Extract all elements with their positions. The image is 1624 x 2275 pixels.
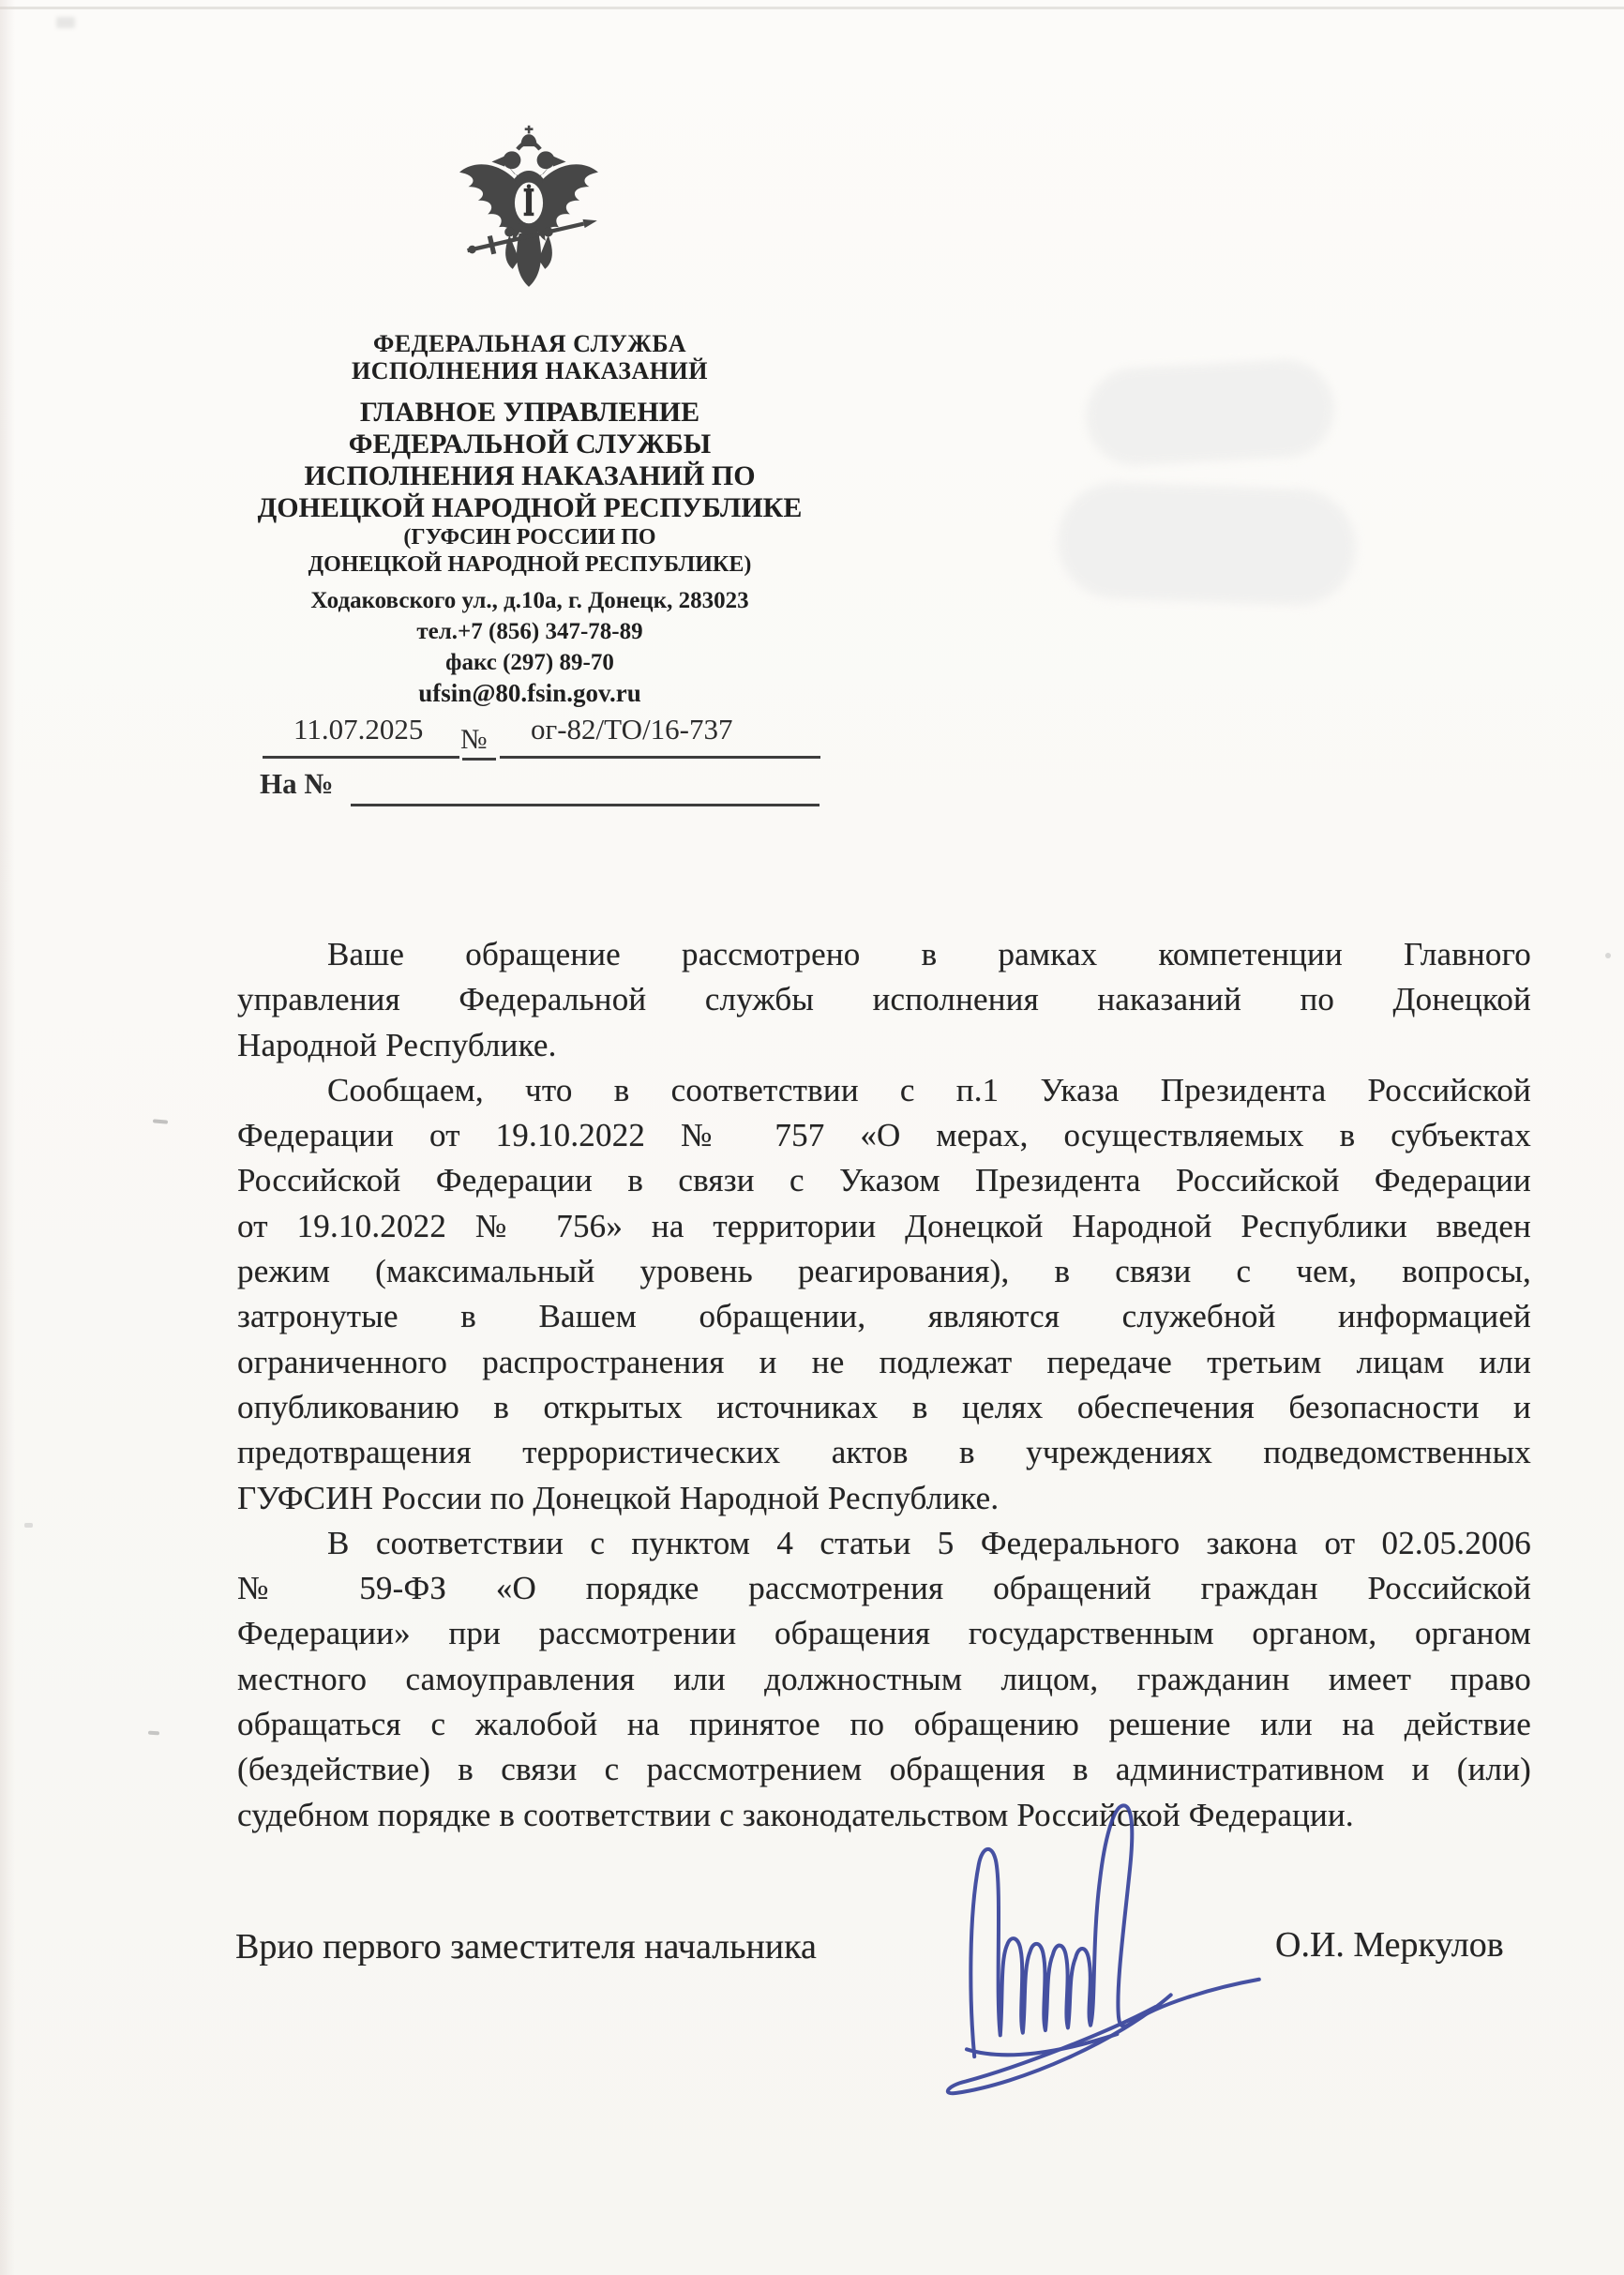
outgoing-number: ог-82/ТО/16-737 <box>531 713 733 746</box>
body-line: Сообщаем, что в соответствии с п.1 Указа Президента Российской <box>327 1071 1531 1108</box>
date-underline <box>263 756 459 759</box>
agency-name-line: ИСПОЛНЕНИЯ НАКАЗАНИЙ <box>352 357 708 384</box>
body-line: предотвращения террористических актов в учреждениях подведомственных <box>237 1434 1531 1471</box>
reply-to-label: На № <box>260 767 334 800</box>
number-sign-underline <box>462 758 496 761</box>
letter-date: 11.07.2025 <box>293 713 424 746</box>
body-line: опубликованию в открытых источниках в целях обеспечения безопасности и <box>237 1388 1531 1425</box>
number-sign: № <box>460 724 488 755</box>
letterhead-line: ФЕДЕРАЛЬНОЙ СЛУЖБЫ <box>348 429 712 460</box>
body-line: судебном порядке в соответствии с законодательством Российской Федерации. <box>237 1796 1354 1833</box>
handwritten-signature <box>923 1794 1279 2105</box>
scan-speck <box>1605 953 1611 958</box>
body-line: Ваше обращение рассмотрено в рамках компетенции Главного <box>327 936 1531 972</box>
letterhead-line: ГЛАВНОЕ УПРАВЛЕНИЕ <box>359 397 700 428</box>
letterhead-line: ДОНЕЦКОЙ НАРОДНОЙ РЕСПУБЛИКЕ <box>257 492 803 523</box>
body-line: Российской Федерации в связи с Указом Президента Российской Федерации <box>237 1162 1531 1199</box>
body-line: местного самоуправления или должностным лицом, гражданин имеет право <box>237 1660 1531 1697</box>
body-line: ГУФСИН России по Донецкой Народной Республике. <box>237 1479 1000 1516</box>
letter-body <box>237 932 1531 1838</box>
signer-name: О.И. Меркулов <box>1275 1925 1504 1965</box>
body-line: (бездействие) в связи с рассмотрением обращения в административном и (или) <box>237 1751 1531 1788</box>
letterhead-line: ИСПОЛНЕНИЯ НАКАЗАНИЙ ПО <box>304 460 756 491</box>
email-address: ufsin@80.fsin.gov.ru <box>418 679 641 707</box>
body-line: В соответствии с пунктом 4 статьи 5 Федерального закона от 02.05.2006 <box>327 1524 1531 1561</box>
agency-name-line: ФЕДЕРАЛЬНАЯ СЛУЖБА <box>373 330 686 357</box>
department-name <box>202 397 858 524</box>
body-line: режим (максимальный уровень реагирования), в связи с чем, вопросы, <box>237 1253 1531 1290</box>
fsin-eagle-emblem-icon <box>448 109 609 324</box>
body-line: Федерации от 19.10.2022 № 757 «О мерах, осуществляемых в субъектах <box>237 1117 1531 1154</box>
reply-to-underline <box>351 804 820 806</box>
body-line: обращаться с жалобой на принятое по обращению решение или на действие <box>237 1706 1531 1743</box>
body-line: Народной Республике. <box>237 1026 557 1063</box>
department-abbreviation <box>202 524 858 579</box>
letterhead-line: (ГУФСИН РОССИИ ПО <box>403 525 656 550</box>
scan-speck <box>24 1523 33 1528</box>
redaction-smudge-bottom <box>1056 480 1358 607</box>
scan-edge-line <box>0 7 1624 9</box>
body-line: Федерации» при рассмотрении обращения государственным органом, органом <box>237 1615 1531 1652</box>
signer-position-title: Врио первого заместителя начальника <box>235 1927 817 1966</box>
phone-number: тел.+7 (856) 347-78-89 <box>416 619 643 644</box>
postal-address: Ходаковского ул., д.10а, г. Донецк, 283023 <box>310 588 749 613</box>
scan-speck <box>148 1731 159 1736</box>
redaction-smudge-top <box>1083 357 1336 468</box>
contact-block <box>202 585 858 709</box>
body-line: от 19.10.2022 № 756» на территории Донецкой Народной Республики введен <box>237 1207 1531 1244</box>
body-line: управления Федеральной службы исполнения наказаний по Донецкой <box>237 981 1531 1018</box>
scan-speck <box>56 17 75 28</box>
body-line: ограниченного распространения и не подлежат передаче третьим лицам или <box>237 1343 1531 1380</box>
letterhead-line: ДОНЕЦКОЙ НАРОДНОЙ РЕСПУБЛИКЕ) <box>308 552 752 577</box>
body-line: № 59-ФЗ «О порядке рассмотрения обращений граждан Российской <box>237 1570 1531 1607</box>
scan-speck <box>153 1119 168 1123</box>
scan-edge-shading <box>0 0 15 2275</box>
fax-number: факс (297) 89-70 <box>445 650 614 675</box>
letterhead <box>202 330 858 709</box>
body-line: затронутые в Вашем обращении, являются служебной информацией <box>237 1298 1531 1335</box>
number-underline <box>500 756 820 759</box>
